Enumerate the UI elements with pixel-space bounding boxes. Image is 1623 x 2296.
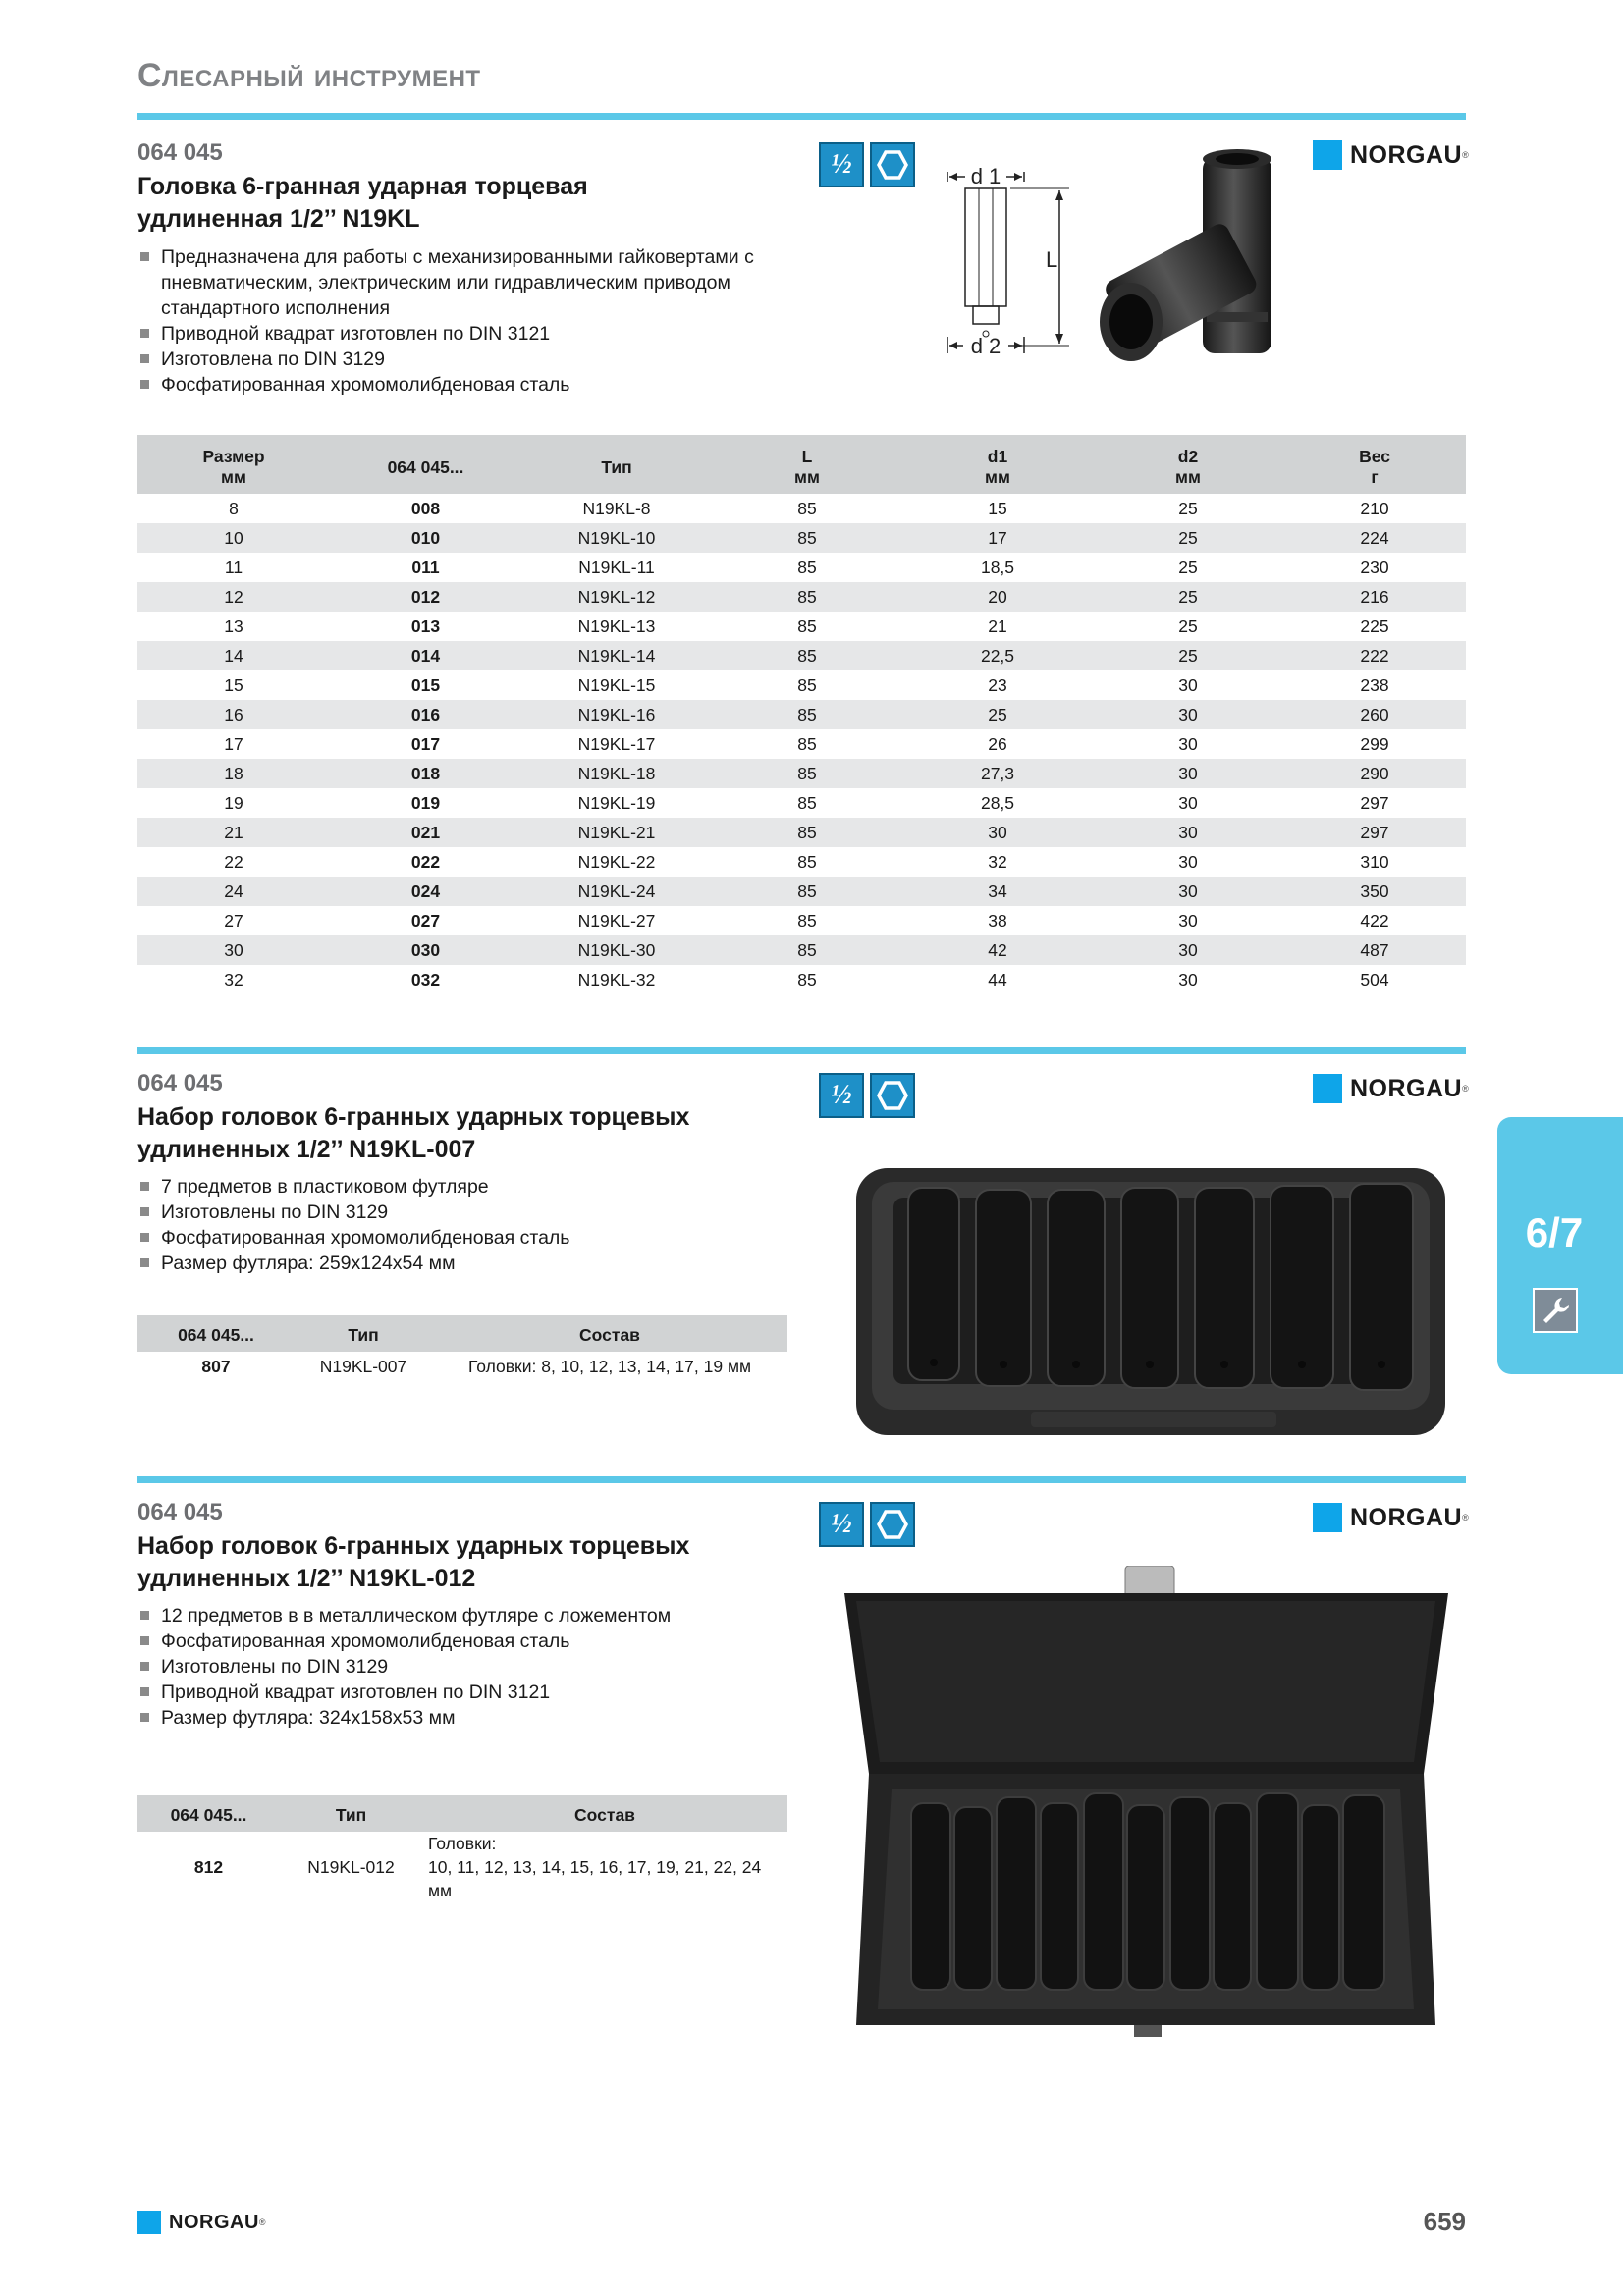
- d2-cell: 30: [1178, 910, 1198, 931]
- product3-features: [137, 1603, 815, 1731]
- col-type: Тип: [295, 1315, 432, 1352]
- d2-cell: 30: [1178, 674, 1198, 695]
- feature-item: Приводной квадрат изготовлен по DIN 3121: [137, 1680, 815, 1705]
- d2-label: d 2: [970, 334, 1001, 358]
- size-cell: 11: [224, 557, 243, 577]
- product3-brand: NORGAU ®: [1313, 1503, 1469, 1532]
- type-cell: N19KL-10: [521, 523, 712, 553]
- table-row: [137, 670, 1466, 700]
- weight-cell: 487: [1283, 935, 1466, 965]
- size-cell: 18: [137, 759, 330, 788]
- hexagon-icon: [870, 1502, 915, 1547]
- type-cell: N19KL-14: [521, 641, 712, 670]
- product2-composition-table: [137, 1315, 787, 1381]
- product1-spec-table: [137, 435, 1466, 994]
- feature-item: Изготовлены по DIN 3129: [137, 1654, 815, 1680]
- table-row: [137, 641, 1466, 670]
- length-cell: 85: [712, 641, 902, 670]
- col-article: 064 045...: [330, 435, 521, 494]
- feature-item: Фосфатированная хромомолибденовая сталь: [137, 372, 815, 398]
- article-cell: 012: [330, 582, 521, 612]
- content-cell: Головки: 8, 10, 12, 13, 14, 17, 19 мм: [467, 1356, 752, 1376]
- section-number: 6/7: [1525, 1209, 1584, 1255]
- d2-cell: 25: [1178, 557, 1198, 577]
- size-cell: 10: [137, 523, 330, 553]
- weight-cell: 297: [1283, 818, 1466, 847]
- feature-item: Приводной квадрат изготовлен по DIN 3121: [137, 321, 815, 347]
- d2-cell: 30: [1093, 818, 1283, 847]
- type-cell: N19KL-21: [521, 818, 712, 847]
- weight-cell: 224: [1283, 523, 1466, 553]
- table-row: [137, 847, 1466, 877]
- d1-cell: 25: [902, 700, 1093, 729]
- d1-cell: 17: [902, 523, 1093, 553]
- size-cell: 22: [224, 851, 243, 872]
- size-cell: 15: [224, 674, 243, 695]
- weight-cell: 238: [1360, 674, 1389, 695]
- table-row: [137, 1352, 787, 1381]
- page-number: 659: [1423, 2207, 1466, 2236]
- table-row: [137, 612, 1466, 641]
- size-cell: 14: [137, 641, 330, 670]
- article-cell: 018: [330, 759, 521, 788]
- weight-cell: 260: [1283, 700, 1466, 729]
- hexagon-icon: [870, 1073, 915, 1118]
- d2-cell: 30: [1178, 792, 1198, 813]
- length-cell: 85: [797, 733, 817, 754]
- col-content: Состав: [432, 1315, 787, 1352]
- page-title: Слесарный инструмент: [137, 57, 481, 94]
- d2-cell: 25: [1093, 641, 1283, 670]
- brand-logo-icon: [1313, 140, 1342, 170]
- product2-features: [137, 1174, 815, 1276]
- article-cell: 013: [410, 615, 441, 636]
- col-type: Тип: [280, 1795, 422, 1832]
- d1-cell: 30: [902, 818, 1093, 847]
- d1-cell: 23: [988, 674, 1007, 695]
- product3-composition-table: [137, 1795, 787, 1902]
- product1-brand: NORGAU ®: [1313, 140, 1469, 170]
- feature-item: 12 предметов в в металлическом футляре с ложементом: [137, 1603, 815, 1629]
- d2-cell: 30: [1093, 759, 1283, 788]
- table-row: [137, 700, 1466, 729]
- size-cell: 13: [224, 615, 243, 636]
- product3-code: 064 045: [137, 1499, 223, 1525]
- section-divider: [137, 1047, 1466, 1054]
- length-cell: 85: [712, 700, 902, 729]
- type-cell: N19KL-11: [578, 557, 655, 577]
- d2-cell: 30: [1093, 877, 1283, 906]
- product1-title: Головка 6-гранная ударная торцевая удлиненная 1/2’’ N19KL: [137, 173, 588, 233]
- feature-item: Размер футляра: 324х158х53 мм: [137, 1705, 815, 1731]
- size-cell: 27: [224, 910, 243, 931]
- metal-case-set-image: [835, 1566, 1453, 2042]
- length-cell: 85: [797, 674, 817, 695]
- col-type: Тип: [521, 435, 712, 494]
- article-cell: 022: [410, 851, 441, 872]
- length-cell: 85: [712, 582, 902, 612]
- type-cell: N19KL-27: [577, 910, 656, 931]
- d1-cell: 27,3: [902, 759, 1093, 788]
- type-cell: N19KL-17: [577, 733, 656, 754]
- article-cell: 014: [330, 641, 521, 670]
- d1-cell: 42: [902, 935, 1093, 965]
- d1-cell: 44: [988, 969, 1007, 989]
- col-d1: d1 мм: [902, 435, 1093, 494]
- size-cell: 32: [224, 969, 243, 989]
- weight-cell: 297: [1360, 792, 1389, 813]
- product3-icons: [819, 1502, 915, 1547]
- size-cell: 17: [224, 733, 243, 754]
- brand-name: NORGAU: [1350, 1074, 1463, 1102]
- type-cell: N19KL-012: [307, 1856, 395, 1877]
- length-cell: 85: [797, 557, 817, 577]
- type-cell: N19KL-22: [577, 851, 656, 872]
- table-row: [137, 877, 1466, 906]
- article-cell: 019: [410, 792, 441, 813]
- impact-socket-image: [1080, 147, 1296, 373]
- type-cell: N19KL-007: [319, 1356, 407, 1376]
- footer-brand: NORGAU ®: [137, 2211, 266, 2234]
- article-cell: 011: [411, 557, 440, 577]
- d2-cell: 30: [1178, 733, 1198, 754]
- length-cell: 85: [797, 969, 817, 989]
- feature-item: Предназначена для работы с механизированными гайковертами с пневматическим, электрическим или гидравлическим приводом стандартного исполнения: [137, 244, 815, 321]
- product1-features: [137, 244, 815, 398]
- type-cell: N19KL-12: [521, 582, 712, 612]
- col-article: 064 045...: [137, 1315, 295, 1352]
- brand-name: NORGAU: [1350, 1503, 1463, 1531]
- d1-cell: 28,5: [980, 792, 1015, 813]
- size-cell: 24: [137, 877, 330, 906]
- size-cell: 21: [137, 818, 330, 847]
- article-cell: 024: [330, 877, 521, 906]
- section-divider: [137, 1476, 1466, 1483]
- feature-item: Фосфатированная хромомолибденовая сталь: [137, 1629, 815, 1654]
- table-row: [137, 759, 1466, 788]
- article-cell: 807: [201, 1356, 231, 1376]
- table-row: [137, 906, 1466, 935]
- wrench-icon: [1533, 1288, 1578, 1333]
- d1-cell: 22,5: [902, 641, 1093, 670]
- table-row: [137, 818, 1466, 847]
- table-row: [137, 523, 1466, 553]
- half-inch-drive-icon: ½: [819, 1502, 864, 1547]
- d1-cell: 34: [902, 877, 1093, 906]
- half-inch-drive-icon: ½: [819, 142, 864, 187]
- size-cell: 16: [137, 700, 330, 729]
- col-size: Размер мм: [137, 435, 330, 494]
- length-cell: 85: [797, 792, 817, 813]
- feature-item: Изготовлены по DIN 3129: [137, 1200, 815, 1225]
- article-cell: 016: [330, 700, 521, 729]
- table-row: [137, 788, 1466, 818]
- article-cell: 015: [410, 674, 441, 695]
- brand-logo-icon: [1313, 1074, 1342, 1103]
- weight-cell: 222: [1283, 641, 1466, 670]
- d1-cell: 21: [988, 615, 1007, 636]
- feature-item: Изготовлена по DIN 3129: [137, 347, 815, 372]
- size-cell: 8: [229, 498, 239, 518]
- socket-dimension-diagram: [938, 157, 1095, 373]
- product2-code: 064 045: [137, 1070, 223, 1096]
- col-d2: d2 мм: [1093, 435, 1283, 494]
- table-row: [137, 494, 1466, 523]
- d1-cell: 26: [988, 733, 1007, 754]
- product1-icons: [819, 142, 915, 187]
- article-cell: 008: [410, 498, 441, 518]
- table-row: [137, 935, 1466, 965]
- length-cell: 85: [712, 877, 902, 906]
- length-cell: 85: [712, 523, 902, 553]
- brand-logo-icon: [1313, 1503, 1342, 1532]
- article-cell: 032: [410, 969, 441, 989]
- type-cell: N19KL-15: [577, 674, 656, 695]
- table-row: [137, 1832, 787, 1902]
- brand-name: NORGAU: [169, 2211, 259, 2233]
- d1-cell: 15: [988, 498, 1007, 518]
- section-tab: [1497, 1117, 1623, 1374]
- length-cell: 85: [797, 498, 817, 518]
- size-cell: 19: [224, 792, 243, 813]
- size-cell: 12: [137, 582, 330, 612]
- d1-label: d 1: [970, 164, 1001, 188]
- plastic-case-set-image: [854, 1158, 1448, 1438]
- half-inch-drive-icon: ½: [819, 1073, 864, 1118]
- feature-item: 7 предметов в пластиковом футляре: [137, 1174, 815, 1200]
- type-cell: N19KL-16: [521, 700, 712, 729]
- size-cell: 30: [137, 935, 330, 965]
- col-weight: Вес г: [1283, 435, 1466, 494]
- feature-item: Фосфатированная хромомолибденовая сталь: [137, 1225, 815, 1251]
- type-cell: N19KL-19: [577, 792, 656, 813]
- col-content: Состав: [422, 1795, 787, 1832]
- d1-cell: 32: [988, 851, 1007, 872]
- weight-cell: 422: [1360, 910, 1389, 931]
- d1-cell: 38: [988, 910, 1007, 931]
- weight-cell: 216: [1283, 582, 1466, 612]
- table-row: [137, 729, 1466, 759]
- length-cell: 85: [797, 851, 817, 872]
- length-cell: 85: [712, 759, 902, 788]
- d2-cell: 30: [1093, 700, 1283, 729]
- d1-cell: 20: [902, 582, 1093, 612]
- brand-logo-icon: [137, 2211, 161, 2234]
- d2-cell: 30: [1178, 851, 1198, 872]
- article-cell: 812: [193, 1856, 224, 1877]
- weight-cell: 225: [1360, 615, 1389, 636]
- content-cell: Головки: 10, 11, 12, 13, 14, 15, 16, 17, 19, 21, 22, 24 мм: [428, 1834, 762, 1900]
- length-cell: 85: [712, 935, 902, 965]
- hexagon-icon: [870, 142, 915, 187]
- length-cell: 85: [797, 910, 817, 931]
- length-cell: 85: [797, 615, 817, 636]
- product2-icons: [819, 1073, 915, 1118]
- d2-cell: 25: [1093, 582, 1283, 612]
- type-cell: N19KL-32: [577, 969, 656, 989]
- d2-cell: 25: [1178, 615, 1198, 636]
- table-row: [137, 965, 1466, 994]
- table-row: [137, 582, 1466, 612]
- col-article: 064 045...: [137, 1795, 280, 1832]
- type-cell: N19KL-18: [521, 759, 712, 788]
- article-cell: 027: [410, 910, 441, 931]
- table-header: [137, 435, 1466, 494]
- product1-code: 064 045: [137, 139, 223, 166]
- d2-cell: 30: [1178, 969, 1198, 989]
- weight-cell: 350: [1283, 877, 1466, 906]
- weight-cell: 210: [1360, 498, 1389, 518]
- feature-item: Размер футляра: 259х124х54 мм: [137, 1251, 815, 1276]
- header-divider: [137, 113, 1466, 120]
- weight-cell: 299: [1360, 733, 1389, 754]
- weight-cell: 310: [1360, 851, 1389, 872]
- weight-cell: 230: [1360, 557, 1389, 577]
- d1-cell: 18,5: [980, 557, 1015, 577]
- article-cell: 021: [330, 818, 521, 847]
- type-cell: N19KL-30: [521, 935, 712, 965]
- article-cell: 030: [330, 935, 521, 965]
- weight-cell: 504: [1360, 969, 1389, 989]
- type-cell: N19KL-8: [582, 498, 651, 518]
- product3-title: Набор головок 6-гранных ударных торцевых удлиненных 1/2’’ N19KL-012: [137, 1532, 690, 1592]
- table-header: [137, 1315, 787, 1352]
- col-length: L мм: [712, 435, 902, 494]
- type-cell: N19KL-24: [521, 877, 712, 906]
- article-cell: 010: [330, 523, 521, 553]
- brand-name: NORGAU: [1350, 140, 1463, 169]
- d2-cell: 25: [1178, 498, 1198, 518]
- weight-cell: 290: [1283, 759, 1466, 788]
- length-label: L: [1046, 247, 1058, 272]
- product2-title: Набор головок 6-гранных ударных торцевых удлиненных 1/2’’ N19KL-007: [137, 1103, 690, 1163]
- article-cell: 017: [410, 733, 441, 754]
- table-row: [137, 553, 1466, 582]
- type-cell: N19KL-13: [577, 615, 656, 636]
- length-cell: 85: [712, 818, 902, 847]
- d2-cell: 30: [1093, 935, 1283, 965]
- d2-cell: 25: [1093, 523, 1283, 553]
- product2-brand: NORGAU ®: [1313, 1074, 1469, 1103]
- table-header: [137, 1795, 787, 1832]
